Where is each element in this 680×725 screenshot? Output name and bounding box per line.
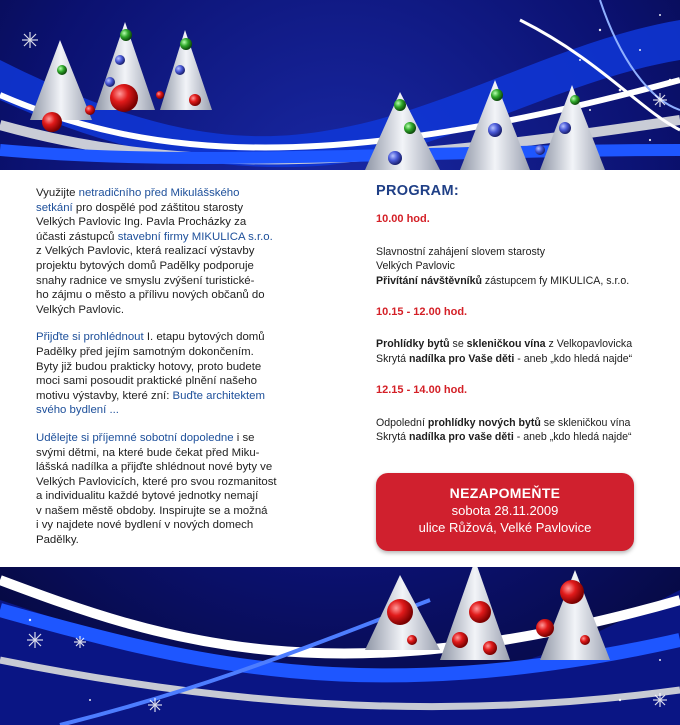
intro-paragraph-2: Přijďte si prohlédnout I. etapu bytových domů Padělky před jejím samotným dokončením. Byty již budou prakticky hotovy, proto budete moci sami posoudit praktické plnění našeho motivu výstavby, které zní: Buďte architektem svého bydlení ...: [36, 331, 266, 417]
reminder-place: ulice Růžová, Velké Pavlovice: [418, 520, 592, 535]
reminder-date: sobota 28.11.2009: [451, 503, 559, 518]
program-time-1: 10.00 hod.: [376, 213, 430, 226]
program-column: [376, 184, 656, 461]
reminder-box: [376, 473, 634, 551]
program-block-3: Odpolední prohlídky nových bytů se skleničkou vína Skrytá nadílka pro vaše děti - aneb „kdo hledá najde“: [376, 416, 632, 444]
program-block-1: Slavnostní zahájení slovem starosty Velkých Pavlovic Přivítání návštěvníků zástupcem fy MIKULICA, s.r.o.: [376, 245, 630, 287]
intro-text-column: [36, 186, 336, 561]
program-block-2: Prohlídky bytů se skleničkou vína z Velkopavlovicka Skrytá nadílka pro Vaše děti - aneb „kdo hledá najde“: [376, 338, 633, 365]
intro-paragraph-3: Udělejte si příjemné sobotní dopoledne i se svými dětmi, na které bude čekat před Miku- lášská nadílka a přijďte shlédnout nové byty ve Velkých Pavlovicích, které pro svou rozmanitost a individualitu každé bytové jednotky nemají v našem městě obdoby. Inspirujte se a možná i vy najdete nové bydlení v nových domech Padělky.: [36, 431, 277, 547]
program-time-2: 10.15 - 12.00 hod.: [376, 306, 468, 319]
program-time-3: 12.15 - 14.00 hod.: [376, 384, 468, 397]
program-title: PROGRAM:: [376, 183, 459, 199]
reminder-title: NEZAPOMEŇTE: [449, 485, 561, 501]
intro-paragraph-1: Využijte netradičního před Mikulášského setkání pro dospělé pod záštitou starosty Velkých Pavlovic Ing. Pavla Procházky za účasti zástupců stavební firmy MIKULICA s.r.o. z Velkých Pavlovic, která realizací výstavby projektu bytových domů Padělky podporuje snahy radnice ve smyslu zvýšení turistické- ho zájmu o město a přílivu nových občanů do Velkých Pavlovic.: [36, 187, 273, 316]
